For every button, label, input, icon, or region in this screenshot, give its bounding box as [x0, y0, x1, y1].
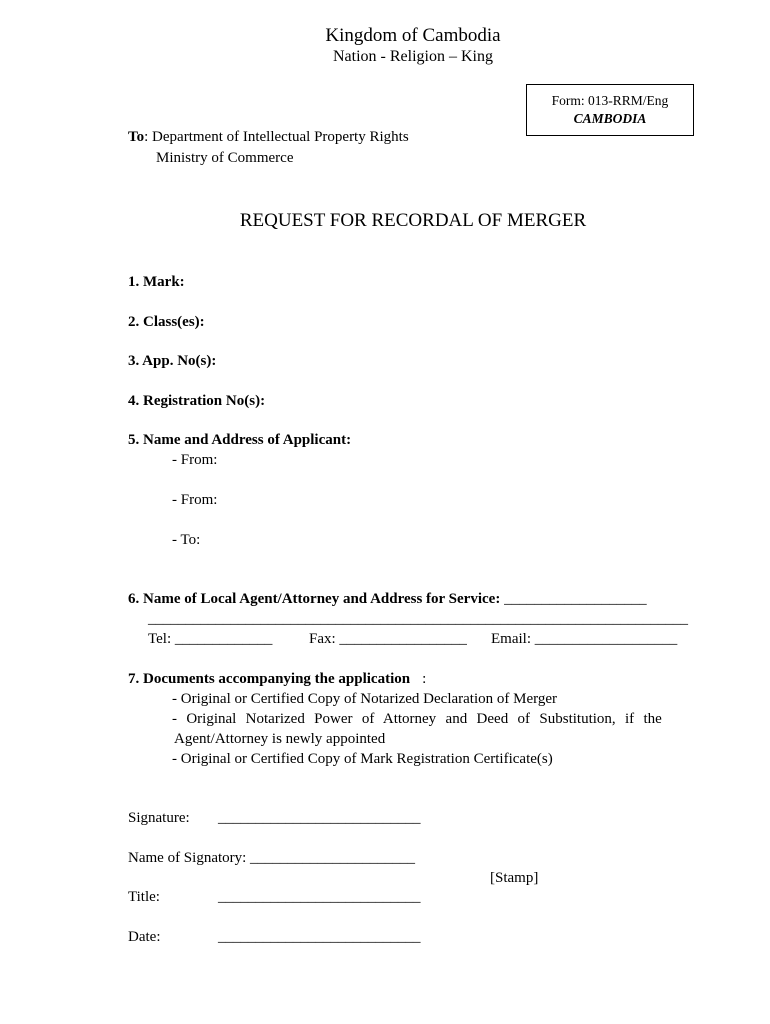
date-label: Date:: [128, 929, 161, 945]
header-kingdom: Kingdom of Cambodia: [325, 25, 501, 46]
document-item-2-continued: Agent/Attorney is newly appointed: [174, 731, 386, 747]
field-documents-label: 7. Documents accompanying the application: [128, 671, 411, 687]
field-agent-label: 6. Name of Local Agent/Attorney and Address for Service:: [128, 591, 501, 607]
title-label: Title:: [128, 889, 160, 905]
document-item-3: - Original or Certified Copy of Mark Registration Certificate(s): [172, 751, 553, 767]
header-motto: Nation - Religion – King: [333, 48, 493, 65]
agent-line-2: ________________________________________________________________________: [148, 611, 688, 627]
agent-email: Email: ___________________: [491, 631, 678, 647]
signatory-name: Name of Signatory: ______________________: [128, 850, 416, 866]
documents-colon: :: [422, 671, 427, 687]
addressee-department: : Department of Intellectual Property Rights: [144, 129, 409, 145]
document-title: REQUEST FOR RECORDAL OF MERGER: [239, 210, 587, 231]
agent-fax: Fax: _________________: [309, 631, 467, 647]
field-registration-no: 4. Registration No(s):: [128, 393, 266, 409]
field-documents: [128, 671, 426, 688]
signature-line: ___________________________: [218, 810, 421, 826]
to-label: To: [128, 129, 145, 145]
signature-label: Signature:: [128, 810, 190, 826]
agent-tel: Tel: _____________: [148, 631, 273, 647]
date-line: ___________________________: [218, 929, 421, 945]
field-classes: 2. Class(es):: [128, 314, 205, 330]
applicant-from-2: - From:: [172, 492, 218, 508]
applicant-to: - To:: [172, 532, 201, 548]
form-number: Form: 013-RRM/Eng: [551, 93, 669, 108]
title-line: ___________________________: [218, 889, 421, 905]
document-item-1: - Original or Certified Copy of Notarized Declaration of Merger: [172, 691, 558, 707]
form-number-box: [526, 84, 694, 136]
field-applicant: 5. Name and Address of Applicant:: [128, 432, 352, 448]
addressee-line1: [128, 129, 409, 146]
applicant-from-1: - From:: [172, 452, 218, 468]
addressee-line2: Ministry of Commerce: [156, 150, 294, 166]
field-mark: 1. Mark:: [128, 274, 185, 290]
document-item-2: - Original Notarized Power of Attorney and Deed of Substitution, if the: [172, 711, 662, 727]
field-agent: [128, 591, 647, 608]
form-country: CAMBODIA: [573, 111, 647, 126]
field-app-no: 3. App. No(s):: [128, 353, 217, 369]
stamp-placeholder: [Stamp]: [490, 870, 539, 886]
agent-blank: ___________________: [504, 591, 647, 607]
